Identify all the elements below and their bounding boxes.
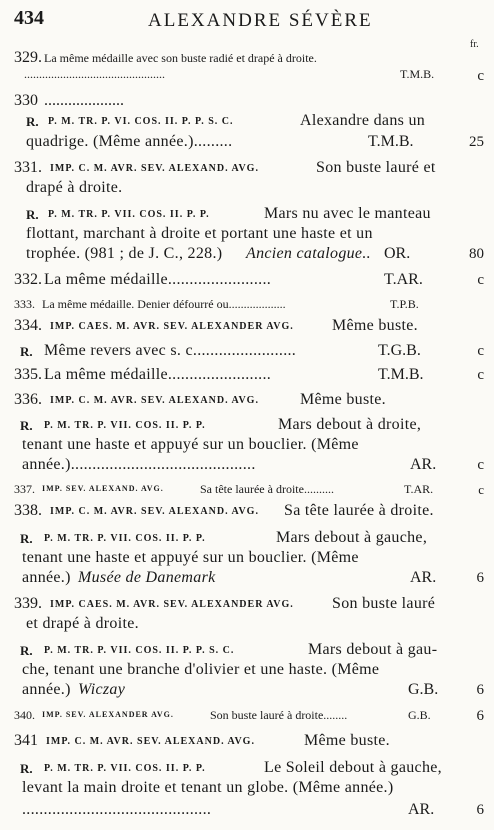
entry-text: che, tenant une branche d'olivier et une haste. (Même: [22, 661, 380, 678]
running-head: ALEXANDRE SÉVÈRE: [148, 10, 373, 31]
entry-text: levant la main droite et tenant un globe. (Même année.): [22, 779, 394, 796]
entry-number: 339.: [14, 595, 42, 612]
entry-337: [14, 482, 484, 504]
source-citation: Musée de Danemark: [78, 569, 216, 586]
entry-text: Mars debout à gauche,: [276, 529, 428, 546]
entry-text: quadrige. (Même année.).........: [26, 133, 233, 150]
coin-legend: IMP. C. M. AVR. SEV. ALEXAND. AVG.: [46, 736, 255, 747]
coin-legend: IMP. C. M. AVR. SEV. ALEXAND. AVG.: [50, 395, 259, 406]
entry-text: La même médaille........................: [44, 366, 272, 383]
leader-dots: ...............................................: [24, 67, 165, 81]
metal-grade: T.M.B.: [378, 366, 424, 383]
metal-grade: AR.: [408, 801, 435, 818]
entry-text: Mars debout à gau-: [308, 641, 438, 658]
entry-339-cont: [14, 616, 484, 638]
entry-332: [14, 272, 484, 294]
entry-329-cont: [14, 68, 484, 90]
value: c: [478, 482, 484, 497]
metal-grade: G.B.: [408, 708, 431, 722]
value: c: [477, 343, 484, 359]
entry-text: Sa tête laurée à droite..........: [200, 482, 334, 496]
entry-number: 329.: [14, 49, 42, 66]
metal-grade: T.G.B.: [378, 342, 421, 359]
entry-334-reverse: [14, 343, 484, 365]
coin-legend: P. M. TR. P. VII. COS. II. P. P.: [44, 763, 206, 774]
coin-legend: IMP. C. M. AVR. SEV. ALEXAND. AVG.: [50, 506, 259, 517]
entry-text: Le Soleil debout à gauche,: [264, 759, 442, 776]
entry-330-reverse: [14, 113, 484, 135]
entry-335: [14, 367, 484, 389]
entry-number: 333.: [14, 297, 35, 311]
entry-text: année.): [22, 569, 71, 586]
entry-330-cont: [14, 134, 484, 156]
metal-grade: T.M.B.: [400, 67, 435, 81]
entry-number: 338.: [14, 502, 42, 519]
entry-text: Mars nu avec le manteau: [264, 205, 431, 222]
entry-number: 334.: [14, 317, 42, 334]
value: c: [477, 272, 484, 288]
source-citation: Wiczay: [78, 681, 126, 698]
reverse-mark: R.: [26, 207, 39, 222]
reverse-mark: R.: [26, 114, 39, 129]
metal-grade: T.AR.: [384, 271, 423, 288]
coin-legend: IMP. SEV. ALEXANDER AVG.: [42, 710, 174, 719]
entry-number: 331.: [14, 159, 42, 176]
entry-number: 340.: [14, 708, 35, 722]
coin-legend: IMP. C. M. AVR. SEV. ALEXAND. AVG.: [50, 163, 259, 174]
entry-336-cont2: [14, 457, 484, 479]
entry-333: [14, 297, 484, 319]
value: 6: [476, 708, 484, 724]
page-number: 434: [14, 7, 44, 29]
reverse-mark: R.: [20, 761, 33, 776]
entry-331-cont2: [14, 246, 484, 268]
leader-dots: ....................: [44, 92, 124, 109]
reverse-mark: R.: [20, 344, 33, 359]
entry-341-cont2: [14, 802, 484, 824]
entry-number: 335.: [14, 366, 42, 383]
metal-grade: AR.: [410, 456, 437, 473]
metal-grade: G.B.: [408, 681, 439, 698]
coin-legend: IMP. SEV. ALEXAND. AVG.: [42, 484, 164, 493]
coin-legend: IMP. CAES. M. AVR. SEV. ALEXANDER AVG.: [50, 599, 294, 610]
entry-text: et drapé à droite.: [26, 615, 139, 632]
value: 6: [476, 682, 484, 698]
entry-339-cont2: [14, 682, 484, 704]
entry-text: année.): [22, 681, 71, 698]
entry-number: 336.: [14, 391, 42, 408]
entry-text: Même buste.: [300, 391, 386, 408]
entry-340: [14, 708, 484, 730]
entry-text: Son buste lauré: [332, 595, 436, 612]
entry-text: La même médaille avec son buste radié et drapé à droite.: [44, 51, 317, 65]
leader-dots: ............................................: [22, 801, 212, 818]
entry-number: 337.: [14, 482, 35, 496]
value: c: [477, 457, 484, 473]
entry-334: [14, 318, 484, 340]
entry-text: trophée. (981 ; de J. C., 228.): [26, 245, 223, 262]
entry-text: Même buste.: [332, 317, 418, 334]
entry-text: La même médaille........................: [44, 271, 272, 288]
entry-text: drapé à droite.: [26, 179, 123, 196]
entry-number: 341: [14, 732, 38, 749]
entry-338-cont2: [14, 570, 484, 592]
entry-text: La même médaille. Denier défourré ou...................: [42, 297, 286, 311]
entry-text: Même revers avec s. c........................: [44, 342, 297, 359]
value: 6: [476, 802, 484, 818]
metal-grade: AR.: [410, 569, 437, 586]
coin-legend: IMP. CAES. M. AVR. SEV. ALEXANDER AVG.: [50, 321, 294, 332]
entry-number: 332.: [14, 271, 42, 288]
entry-text: tenant une haste et appuyé sur un bouclier. (Même: [22, 436, 359, 453]
value: 6: [476, 570, 484, 586]
entry-text: Mars debout à droite,: [278, 416, 422, 433]
metal-grade: T.AR.: [404, 482, 434, 496]
source-citation: Ancien catalogue..: [246, 245, 371, 262]
metal-grade: T.M.B.: [368, 133, 414, 150]
metal-grade: OR.: [384, 245, 411, 262]
value: 25: [469, 134, 484, 150]
entry-text: Son buste lauré et: [316, 159, 436, 176]
entry-number: 330: [14, 92, 38, 109]
coin-legend: P. M. TR. P. VII. COS. II. P. P.: [44, 533, 206, 544]
reverse-mark: R.: [20, 531, 33, 546]
reverse-mark: R.: [20, 418, 33, 433]
entry-text: tenant une haste et appuyé sur un bouclier. (Même: [22, 549, 359, 566]
entry-336: [14, 392, 484, 414]
value: c: [477, 367, 484, 383]
value: c: [477, 68, 484, 84]
entry-text: année.)...........................................: [22, 456, 256, 473]
entry-331-cont: [14, 180, 484, 202]
coin-legend: P. M. TR. P. VII. COS. II. P. P. S. C.: [44, 645, 235, 656]
entry-341: [14, 733, 484, 755]
entry-338: [14, 503, 484, 525]
coin-legend: P. M. TR. P. VI. COS. II. P. P. S. C.: [48, 116, 234, 127]
value-column-label: fr.: [470, 39, 479, 50]
reverse-mark: R.: [20, 643, 33, 658]
value: 80: [469, 246, 484, 262]
entry-text: Même buste.: [304, 732, 390, 749]
entry-text: flottant, marchant à droite et portant une haste et un: [26, 225, 373, 242]
metal-grade: T.P.B.: [390, 297, 419, 311]
entry-text: Sa tête laurée à droite.: [284, 502, 434, 519]
coin-legend: P. M. TR. P. VII. COS. II. P. P.: [48, 209, 210, 220]
entry-text: Son buste lauré à droite........: [210, 708, 348, 722]
coin-legend: P. M. TR. P. VII. COS. II. P. P.: [44, 420, 206, 431]
entry-341-cont: [14, 780, 484, 802]
entry-text: Alexandre dans un: [300, 112, 426, 129]
